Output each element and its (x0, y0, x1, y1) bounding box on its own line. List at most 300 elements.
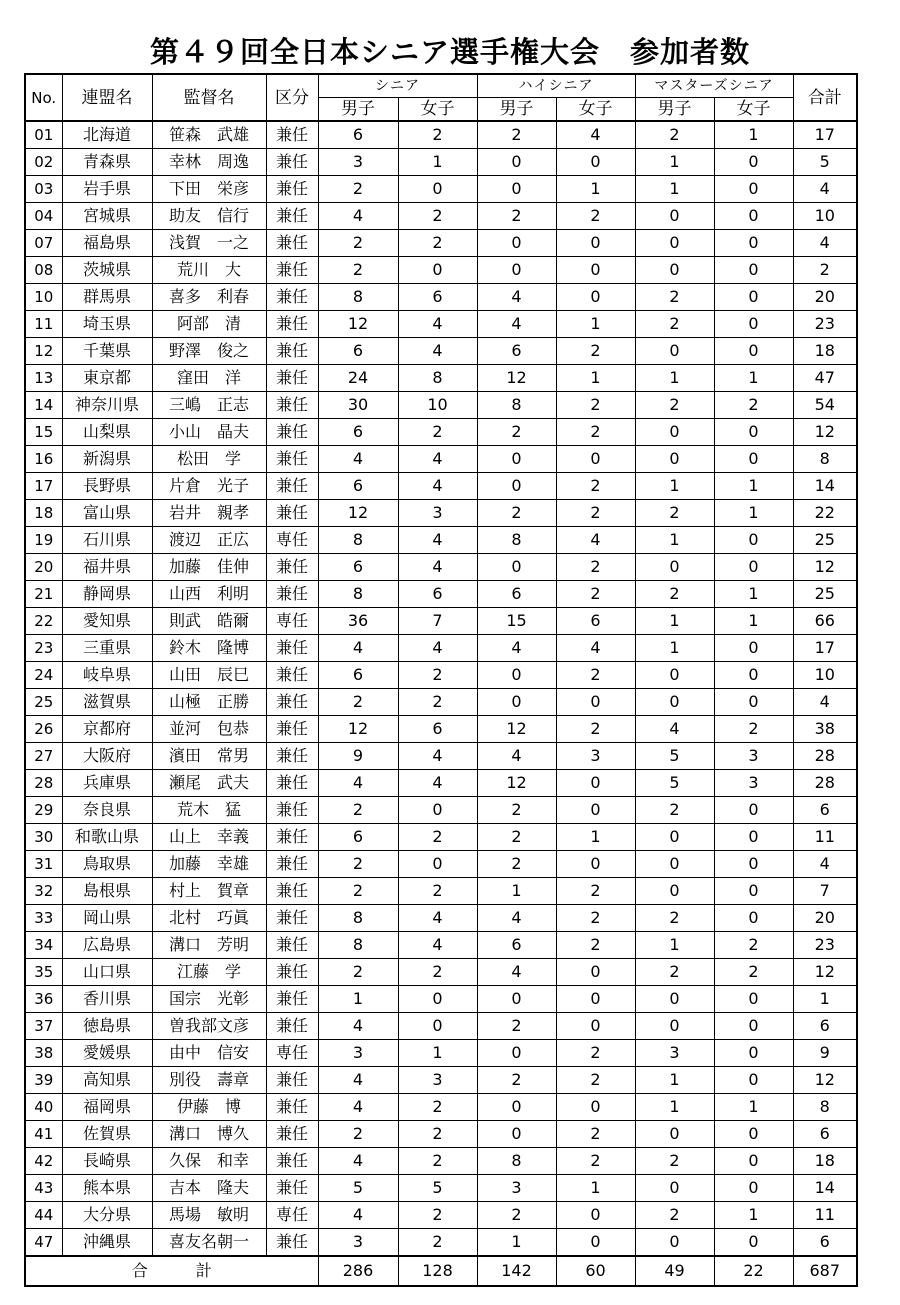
cell-no: 08 (25, 257, 62, 284)
cell-masters-male: 0 (635, 662, 714, 689)
cell-high-male: 0 (477, 1040, 556, 1067)
cell-masters-female: 0 (714, 1067, 793, 1094)
cell-no: 02 (25, 149, 62, 176)
table-row (25, 932, 857, 959)
table-row (25, 1067, 857, 1094)
cell-high-male: 15 (477, 608, 556, 635)
cell-league: 群馬県 (62, 284, 152, 311)
cell-division: 専任 (266, 1040, 318, 1067)
cell-division: 兼任 (266, 149, 318, 176)
cell-total: 25 (793, 581, 857, 608)
cell-division: 兼任 (266, 1175, 318, 1202)
header-masters-male: 男子 (635, 98, 714, 122)
cell-league: 東京都 (62, 365, 152, 392)
cell-senior-female: 4 (398, 554, 477, 581)
cell-total: 6 (793, 1013, 857, 1040)
cell-manager: 馬場 敏明 (152, 1202, 266, 1229)
cell-masters-male: 2 (635, 581, 714, 608)
cell-no: 38 (25, 1040, 62, 1067)
cell-high-female: 2 (556, 392, 635, 419)
cell-league: 愛媛県 (62, 1040, 152, 1067)
cell-senior-female: 2 (398, 121, 477, 149)
cell-senior-female: 4 (398, 527, 477, 554)
cell-division: 兼任 (266, 419, 318, 446)
table-row (25, 554, 857, 581)
cell-league: 高知県 (62, 1067, 152, 1094)
cell-senior-female: 2 (398, 230, 477, 257)
cell-division: 兼任 (266, 770, 318, 797)
cell-manager: 吉本 隆夫 (152, 1175, 266, 1202)
cell-high-female: 0 (556, 986, 635, 1013)
cell-division: 兼任 (266, 986, 318, 1013)
cell-league: 青森県 (62, 149, 152, 176)
table-row (25, 284, 857, 311)
table-row (25, 527, 857, 554)
table-body (25, 121, 857, 1256)
cell-high-male: 0 (477, 176, 556, 203)
cell-senior-male: 8 (318, 905, 398, 932)
cell-total: 6 (793, 797, 857, 824)
cell-league: 佐賀県 (62, 1121, 152, 1148)
cell-masters-male: 2 (635, 392, 714, 419)
cell-total: 12 (793, 554, 857, 581)
cell-division: 兼任 (266, 1148, 318, 1175)
cell-league: 静岡県 (62, 581, 152, 608)
cell-high-female: 0 (556, 1229, 635, 1257)
totals-label: 合 計 (25, 1256, 318, 1286)
cell-high-male: 6 (477, 581, 556, 608)
cell-masters-female: 0 (714, 149, 793, 176)
cell-high-female: 2 (556, 662, 635, 689)
cell-senior-female: 2 (398, 1121, 477, 1148)
cell-senior-male: 2 (318, 797, 398, 824)
cell-no: 11 (25, 311, 62, 338)
table-row (25, 662, 857, 689)
cell-no: 16 (25, 446, 62, 473)
cell-manager: 北村 巧眞 (152, 905, 266, 932)
cell-league: 神奈川県 (62, 392, 152, 419)
cell-league: 石川県 (62, 527, 152, 554)
cell-division: 専任 (266, 608, 318, 635)
cell-no: 25 (25, 689, 62, 716)
cell-senior-male: 4 (318, 1202, 398, 1229)
cell-total: 6 (793, 1121, 857, 1148)
table-row (25, 905, 857, 932)
cell-total: 5 (793, 149, 857, 176)
cell-senior-female: 6 (398, 581, 477, 608)
cell-league: 岡山県 (62, 905, 152, 932)
cell-league: 広島県 (62, 932, 152, 959)
cell-league: 京都府 (62, 716, 152, 743)
cell-manager: 久保 和幸 (152, 1148, 266, 1175)
cell-division: 兼任 (266, 635, 318, 662)
cell-manager: 岩井 親孝 (152, 500, 266, 527)
cell-senior-female: 4 (398, 635, 477, 662)
cell-high-female: 0 (556, 284, 635, 311)
cell-masters-female: 1 (714, 500, 793, 527)
cell-high-male: 2 (477, 1067, 556, 1094)
cell-high-male: 0 (477, 689, 556, 716)
cell-senior-male: 6 (318, 473, 398, 500)
cell-senior-male: 6 (318, 121, 398, 149)
cell-total: 66 (793, 608, 857, 635)
table-row (25, 608, 857, 635)
cell-high-female: 0 (556, 149, 635, 176)
cell-masters-male: 0 (635, 689, 714, 716)
cell-league: 滋賀県 (62, 689, 152, 716)
table-row (25, 770, 857, 797)
cell-high-male: 4 (477, 743, 556, 770)
cell-senior-female: 8 (398, 365, 477, 392)
cell-division: 兼任 (266, 365, 318, 392)
cell-league: 徳島県 (62, 1013, 152, 1040)
cell-league: 長野県 (62, 473, 152, 500)
cell-no: 40 (25, 1094, 62, 1121)
header-group-high-senior: ハイシニア (477, 74, 635, 98)
cell-no: 04 (25, 203, 62, 230)
cell-masters-male: 2 (635, 500, 714, 527)
cell-division: 兼任 (266, 1094, 318, 1121)
cell-high-female: 0 (556, 797, 635, 824)
cell-no: 27 (25, 743, 62, 770)
cell-senior-female: 2 (398, 662, 477, 689)
cell-total: 28 (793, 770, 857, 797)
cell-masters-female: 0 (714, 797, 793, 824)
cell-high-male: 12 (477, 365, 556, 392)
cell-league: 新潟県 (62, 446, 152, 473)
table-row (25, 500, 857, 527)
cell-senior-male: 4 (318, 1013, 398, 1040)
cell-high-male: 4 (477, 905, 556, 932)
cell-manager: 三嶋 正志 (152, 392, 266, 419)
total-masters-male: 49 (635, 1256, 714, 1286)
cell-masters-female: 3 (714, 743, 793, 770)
cell-total: 20 (793, 284, 857, 311)
cell-senior-male: 3 (318, 149, 398, 176)
cell-senior-female: 4 (398, 743, 477, 770)
cell-high-female: 4 (556, 527, 635, 554)
cell-high-male: 12 (477, 716, 556, 743)
cell-total: 8 (793, 446, 857, 473)
cell-high-male: 0 (477, 986, 556, 1013)
cell-division: 兼任 (266, 797, 318, 824)
cell-no: 12 (25, 338, 62, 365)
cell-division: 兼任 (266, 716, 318, 743)
cell-total: 10 (793, 662, 857, 689)
cell-league: 山梨県 (62, 419, 152, 446)
cell-high-male: 0 (477, 473, 556, 500)
cell-league: 富山県 (62, 500, 152, 527)
table-row (25, 716, 857, 743)
cell-high-male: 2 (477, 797, 556, 824)
cell-league: 沖縄県 (62, 1229, 152, 1257)
cell-total: 47 (793, 365, 857, 392)
cell-manager: 笹森 武雄 (152, 121, 266, 149)
cell-masters-male: 0 (635, 824, 714, 851)
table-row (25, 473, 857, 500)
cell-senior-male: 8 (318, 581, 398, 608)
cell-high-male: 0 (477, 1094, 556, 1121)
table-header (25, 74, 857, 121)
cell-high-female: 0 (556, 257, 635, 284)
cell-no: 28 (25, 770, 62, 797)
cell-masters-female: 0 (714, 176, 793, 203)
cell-masters-male: 4 (635, 716, 714, 743)
table-row (25, 1148, 857, 1175)
table-row (25, 689, 857, 716)
cell-masters-female: 0 (714, 662, 793, 689)
cell-masters-female: 2 (714, 932, 793, 959)
cell-high-female: 2 (556, 500, 635, 527)
table-row (25, 365, 857, 392)
total-masters-female: 22 (714, 1256, 793, 1286)
cell-total: 23 (793, 311, 857, 338)
cell-senior-male: 4 (318, 1094, 398, 1121)
cell-league: 長崎県 (62, 1148, 152, 1175)
cell-masters-male: 0 (635, 419, 714, 446)
cell-total: 12 (793, 1067, 857, 1094)
cell-senior-male: 30 (318, 392, 398, 419)
table-row (25, 1121, 857, 1148)
header-manager: 監督名 (152, 74, 266, 121)
cell-league: 宮城県 (62, 203, 152, 230)
header-senior-male: 男子 (318, 98, 398, 122)
cell-masters-female: 1 (714, 365, 793, 392)
cell-masters-female: 1 (714, 1202, 793, 1229)
cell-manager: 荒川 大 (152, 257, 266, 284)
cell-division: 専任 (266, 527, 318, 554)
cell-division: 兼任 (266, 851, 318, 878)
cell-no: 35 (25, 959, 62, 986)
cell-total: 14 (793, 473, 857, 500)
cell-masters-female: 0 (714, 284, 793, 311)
cell-league: 愛知県 (62, 608, 152, 635)
table-row (25, 1175, 857, 1202)
table-row (25, 392, 857, 419)
cell-senior-female: 2 (398, 1094, 477, 1121)
cell-high-male: 4 (477, 635, 556, 662)
cell-league: 北海道 (62, 121, 152, 149)
total-senior-male: 286 (318, 1256, 398, 1286)
cell-no: 20 (25, 554, 62, 581)
cell-senior-female: 2 (398, 1202, 477, 1229)
table-row (25, 743, 857, 770)
cell-league: 島根県 (62, 878, 152, 905)
cell-senior-male: 4 (318, 635, 398, 662)
cell-masters-male: 0 (635, 338, 714, 365)
cell-masters-male: 3 (635, 1040, 714, 1067)
cell-manager: 鈴木 隆博 (152, 635, 266, 662)
table-row (25, 824, 857, 851)
cell-masters-male: 2 (635, 905, 714, 932)
cell-no: 47 (25, 1229, 62, 1257)
cell-senior-female: 2 (398, 1229, 477, 1257)
table-row (25, 1013, 857, 1040)
table-row (25, 1229, 857, 1257)
cell-senior-male: 12 (318, 311, 398, 338)
cell-manager: 荒木 猛 (152, 797, 266, 824)
cell-high-female: 2 (556, 1067, 635, 1094)
cell-high-female: 2 (556, 419, 635, 446)
cell-high-female: 1 (556, 365, 635, 392)
cell-masters-female: 0 (714, 1040, 793, 1067)
cell-masters-female: 0 (714, 878, 793, 905)
cell-high-male: 0 (477, 554, 556, 581)
cell-league: 埼玉県 (62, 311, 152, 338)
cell-masters-female: 0 (714, 824, 793, 851)
cell-high-female: 0 (556, 689, 635, 716)
cell-division: 兼任 (266, 1121, 318, 1148)
cell-total: 12 (793, 419, 857, 446)
cell-senior-female: 4 (398, 473, 477, 500)
cell-no: 44 (25, 1202, 62, 1229)
cell-high-female: 2 (556, 203, 635, 230)
cell-senior-male: 1 (318, 986, 398, 1013)
header-senior-female: 女子 (398, 98, 477, 122)
cell-masters-female: 1 (714, 473, 793, 500)
cell-masters-female: 2 (714, 392, 793, 419)
cell-masters-female: 0 (714, 338, 793, 365)
cell-no: 34 (25, 932, 62, 959)
cell-division: 兼任 (266, 959, 318, 986)
cell-no: 10 (25, 284, 62, 311)
total-high-female: 60 (556, 1256, 635, 1286)
header-high-female: 女子 (556, 98, 635, 122)
cell-no: 07 (25, 230, 62, 257)
cell-no: 14 (25, 392, 62, 419)
cell-masters-male: 1 (635, 176, 714, 203)
cell-masters-male: 0 (635, 1175, 714, 1202)
cell-league: 大分県 (62, 1202, 152, 1229)
cell-senior-female: 0 (398, 986, 477, 1013)
cell-manager: 伊藤 博 (152, 1094, 266, 1121)
cell-masters-male: 0 (635, 1121, 714, 1148)
cell-senior-female: 0 (398, 1013, 477, 1040)
cell-masters-male: 0 (635, 1229, 714, 1257)
table-row (25, 1202, 857, 1229)
cell-total: 17 (793, 635, 857, 662)
cell-league: 大阪府 (62, 743, 152, 770)
cell-no: 22 (25, 608, 62, 635)
cell-masters-male: 0 (635, 203, 714, 230)
cell-no: 41 (25, 1121, 62, 1148)
cell-league: 兵庫県 (62, 770, 152, 797)
header-group-masters-senior: マスターズシニア (635, 74, 793, 98)
cell-high-female: 0 (556, 770, 635, 797)
cell-total: 38 (793, 716, 857, 743)
cell-masters-male: 1 (635, 1094, 714, 1121)
table-row (25, 311, 857, 338)
cell-senior-female: 2 (398, 959, 477, 986)
header-row-1 (25, 74, 857, 98)
cell-senior-female: 0 (398, 797, 477, 824)
cell-senior-male: 6 (318, 554, 398, 581)
cell-masters-female: 0 (714, 689, 793, 716)
cell-high-female: 2 (556, 716, 635, 743)
cell-manager: 加藤 佳伸 (152, 554, 266, 581)
cell-league: 山口県 (62, 959, 152, 986)
cell-masters-female: 0 (714, 905, 793, 932)
cell-total: 4 (793, 230, 857, 257)
cell-masters-male: 0 (635, 446, 714, 473)
cell-league: 奈良県 (62, 797, 152, 824)
cell-senior-female: 2 (398, 824, 477, 851)
cell-manager: 阿部 清 (152, 311, 266, 338)
cell-high-female: 0 (556, 851, 635, 878)
cell-division: 兼任 (266, 743, 318, 770)
cell-total: 20 (793, 905, 857, 932)
totals-row (25, 1256, 857, 1286)
table-row (25, 797, 857, 824)
cell-masters-female: 1 (714, 121, 793, 149)
cell-masters-female: 2 (714, 716, 793, 743)
cell-division: 専任 (266, 1202, 318, 1229)
cell-high-male: 8 (477, 1148, 556, 1175)
cell-total: 6 (793, 1229, 857, 1257)
cell-high-female: 4 (556, 635, 635, 662)
cell-no: 32 (25, 878, 62, 905)
cell-high-male: 0 (477, 446, 556, 473)
cell-manager: 浅賀 一之 (152, 230, 266, 257)
cell-senior-female: 0 (398, 851, 477, 878)
table-row (25, 635, 857, 662)
cell-high-male: 6 (477, 932, 556, 959)
cell-manager: 山上 幸義 (152, 824, 266, 851)
cell-senior-female: 10 (398, 392, 477, 419)
cell-high-male: 0 (477, 149, 556, 176)
cell-manager: 別役 壽章 (152, 1067, 266, 1094)
cell-no: 33 (25, 905, 62, 932)
cell-division: 兼任 (266, 230, 318, 257)
cell-masters-male: 1 (635, 1067, 714, 1094)
cell-masters-male: 2 (635, 121, 714, 149)
cell-masters-male: 0 (635, 986, 714, 1013)
cell-high-female: 0 (556, 1202, 635, 1229)
total-high-male: 142 (477, 1256, 556, 1286)
cell-no: 24 (25, 662, 62, 689)
cell-no: 37 (25, 1013, 62, 1040)
cell-manager: 瀬尾 武夫 (152, 770, 266, 797)
cell-high-female: 1 (556, 1175, 635, 1202)
cell-division: 兼任 (266, 121, 318, 149)
cell-high-male: 4 (477, 284, 556, 311)
cell-senior-female: 4 (398, 311, 477, 338)
cell-high-male: 2 (477, 203, 556, 230)
cell-senior-male: 36 (318, 608, 398, 635)
total-senior-female: 128 (398, 1256, 477, 1286)
cell-no: 36 (25, 986, 62, 1013)
cell-senior-male: 6 (318, 824, 398, 851)
cell-masters-male: 1 (635, 932, 714, 959)
cell-masters-female: 0 (714, 311, 793, 338)
cell-masters-female: 0 (714, 986, 793, 1013)
cell-no: 39 (25, 1067, 62, 1094)
table-row (25, 176, 857, 203)
cell-masters-female: 0 (714, 257, 793, 284)
participants-table (24, 73, 858, 1287)
cell-senior-male: 2 (318, 1121, 398, 1148)
cell-manager: 下田 栄彦 (152, 176, 266, 203)
cell-no: 23 (25, 635, 62, 662)
cell-masters-male: 0 (635, 878, 714, 905)
table-row (25, 149, 857, 176)
cell-masters-female: 0 (714, 230, 793, 257)
cell-high-female: 2 (556, 1121, 635, 1148)
cell-high-male: 2 (477, 1202, 556, 1229)
cell-masters-female: 0 (714, 419, 793, 446)
cell-masters-male: 1 (635, 608, 714, 635)
cell-senior-female: 6 (398, 284, 477, 311)
